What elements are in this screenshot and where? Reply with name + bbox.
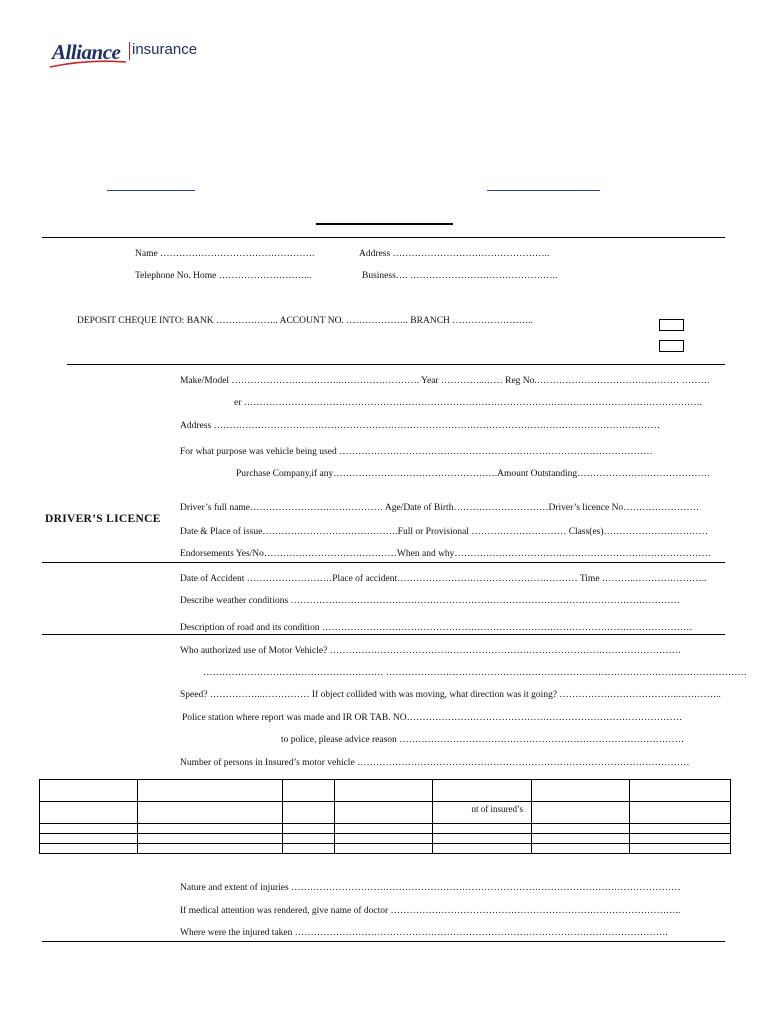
licence-issue-field[interactable]: Date & Place of issue…………………………………….Full or Provisional ………………………… Class(es)…………………………… [180, 527, 709, 537]
logo-divider [129, 42, 130, 60]
section-divider-4 [42, 634, 725, 635]
road-condition-field[interactable]: Description of road and its condition ……………………………………………………………………………………………………… [180, 623, 693, 633]
logo-insurance-text: insurance [132, 41, 198, 58]
purchase-company-field[interactable]: Purchase Company,if any…………………………………………….Amount Outstanding…………………………………… [236, 469, 711, 479]
table-row [40, 802, 731, 824]
table-cell-note: nt of insured’s [471, 804, 523, 814]
blank-link-left[interactable] [107, 190, 195, 191]
vehicle-number-field[interactable]: er ………………………………………………………………………………………………………………………………. [234, 398, 703, 408]
section-divider-5 [42, 941, 725, 942]
blank-link-right[interactable] [487, 190, 600, 191]
injured-taken-field[interactable]: Where were the injured taken ………………………………………………………………………………………………………. [180, 928, 668, 938]
weather-field[interactable]: Describe weather conditions …………………………………………………………………………………………………………… [180, 596, 681, 606]
section-divider-3 [42, 562, 725, 563]
authorized-use-continued[interactable]: ………………………………………………… …………………………………………………………………………………………………… [203, 668, 747, 678]
section-divider-2 [67, 364, 725, 365]
injuries-nature-field[interactable]: Nature and extent of injuries …………………………………………………………………………………………………………… [180, 883, 681, 893]
insured-name-field[interactable]: Name …………………………………………. [135, 249, 315, 259]
logo-swoosh-icon [48, 59, 128, 69]
section-divider-1 [42, 237, 725, 238]
deposit-cheque-field[interactable]: DEPOSIT CHEQUE INTO: BANK ……………….. ACCOUNT NO. ……………….. BRANCH …………………….. [77, 316, 534, 326]
accident-date-field[interactable]: Date of Accident ………………………Place of accident………………………………………………… Time ………..………………….. [180, 574, 707, 584]
checkbox-2[interactable] [659, 340, 684, 352]
persons-table [39, 779, 731, 854]
vehicle-address-field[interactable]: Address …………………………………………………………………………………………………………………………… [180, 421, 661, 431]
table-row [40, 824, 731, 834]
driver-fullname-field[interactable]: Driver’s full name…………………………………… Age/Date of Birth…………………………Driver’s licence No…………………… [180, 503, 700, 513]
persons-count-field[interactable]: Number of persons in Insured’s motor vehicle …………………………………………………………………………………………… [180, 758, 690, 768]
checkbox-1[interactable] [659, 319, 684, 331]
telephone-business-field[interactable]: Business…. ……………………………………….. [362, 271, 558, 281]
make-model-field[interactable]: Make/Model ……………………………..……………………. Year …………..…… Reg No.……………………………………… ……… [180, 376, 711, 386]
doctor-name-field[interactable]: If medical attention was rendered, give name of doctor ……………………………………………………………………………….. [180, 906, 681, 916]
table-row [40, 834, 731, 844]
endorsements-field[interactable]: Endorsements Yes/No……………………………………When and why……………………………………………………………………… [180, 549, 711, 559]
table-row [40, 780, 731, 802]
insured-address-field[interactable]: Address ………………………………………….. [359, 249, 550, 259]
table-row [40, 844, 731, 854]
police-reason-field[interactable]: to police, please advice reason ……………………………………………………………………………… [281, 735, 685, 745]
telephone-home-field[interactable]: Telephone No. Home ………………………... [135, 271, 312, 281]
logo-alliance-text: Alliance [52, 40, 121, 64]
authorized-use-field[interactable]: Who authorized use of Motor Vehicle? ………………………………………………………………………………………………… [180, 646, 682, 656]
vehicle-purpose-field[interactable]: For what purpose was vehicle being used ……………………………………………………………………………………… [180, 447, 653, 457]
police-station-field[interactable]: Police station where report was made and IR OR TAB. NO…………………………………………………………………………… [182, 713, 683, 723]
drivers-licence-heading: DRIVER’S LICENCE [45, 513, 161, 525]
speed-field[interactable]: Speed? ……………..…………… If object collided with was moving, what direction was it going? ………………………………..………….. [180, 690, 721, 700]
title-underline [316, 223, 453, 225]
